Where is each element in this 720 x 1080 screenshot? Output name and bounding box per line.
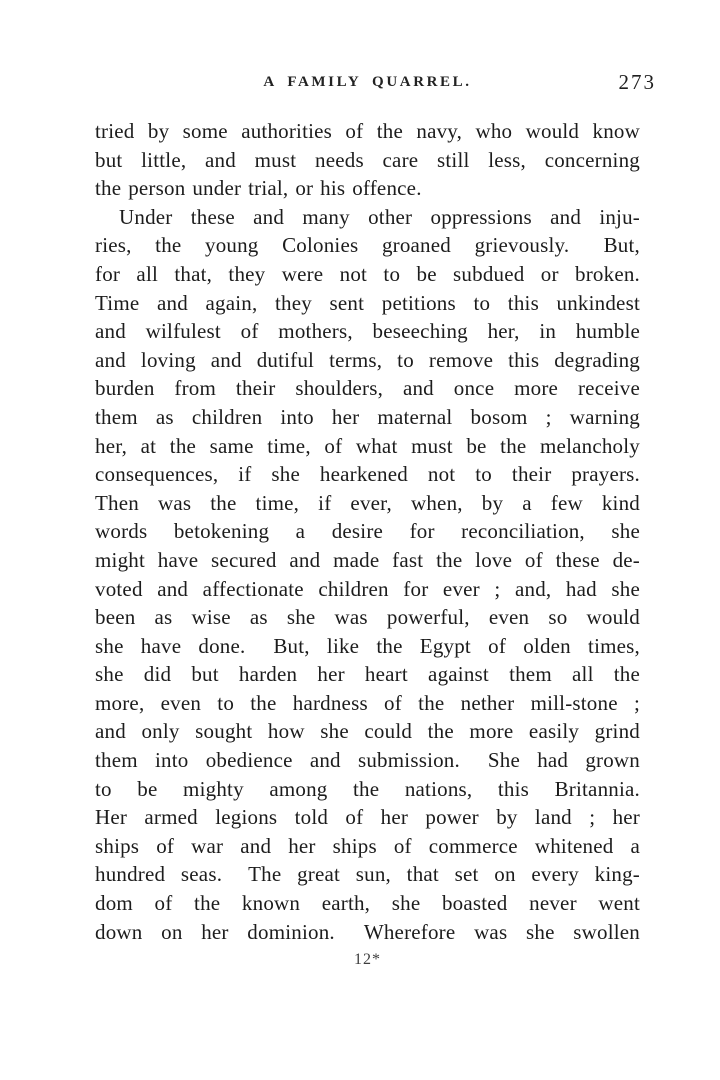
- text-line: dom of the known earth, she boasted never went: [95, 891, 640, 916]
- text-line: and wilfulest of mothers, beseeching her, in humble: [95, 319, 640, 344]
- text-line: Under these and many other oppressions and inju-: [119, 204, 640, 229]
- text-line: been as wise as she was powerful, even so would: [95, 605, 640, 630]
- text-line: the person under trial, or his offence.: [95, 176, 422, 201]
- page-body: [95, 117, 640, 946]
- text-line: more, even to the hardness of the nether mill-stone ;: [95, 690, 640, 715]
- text-line: Time and again, they sent petitions to this unkindest: [95, 290, 640, 315]
- page-number: 273: [618, 70, 656, 94]
- text-line: ries, the young Colonies groaned grievously. But,: [95, 233, 640, 258]
- text-line: tried by some authorities of the navy, who would know: [95, 119, 640, 143]
- page-footer: [95, 951, 640, 969]
- text-line: voted and affectionate children for ever ; and, had she: [95, 576, 640, 601]
- text-line: consequences, if she hearkened not to their prayers.: [95, 462, 640, 487]
- text-line: she did but harden her heart against them all the: [95, 662, 640, 687]
- signature-mark: 12*: [354, 951, 381, 968]
- text-line: ships of war and her ships of commerce whitened a: [95, 833, 640, 858]
- text-line: she have done. But, like the Egypt of olden times,: [95, 633, 640, 658]
- text-line: them as children into her maternal bosom ; warning: [95, 404, 640, 429]
- text-line: burden from their shoulders, and once more receive: [95, 376, 640, 401]
- text-line: words betokening a desire for reconciliation, she: [95, 519, 640, 544]
- text-line: and loving and dutiful terms, to remove this degrading: [95, 347, 640, 372]
- text-line: her, at the same time, of what must be the melancholy: [95, 433, 640, 458]
- text-line: them into obedience and submission. She had grown: [95, 748, 640, 773]
- text-line: hundred seas. The great sun, that set on every king-: [95, 862, 640, 887]
- text-line: and only sought how she could the more easily grind: [95, 719, 640, 744]
- text-line: but little, and must needs care still less, concerning: [95, 147, 640, 172]
- text-line: for all that, they were not to be subdued or broken.: [95, 261, 640, 286]
- text-line: Her armed legions told of her power by land ; her: [95, 805, 640, 830]
- text-line: to be mighty among the nations, this Britannia.: [95, 776, 640, 801]
- text-line: Then was the time, if ever, when, by a few kind: [95, 490, 640, 515]
- text-line: down on her dominion. Wherefore was she swollen: [95, 919, 640, 944]
- text-line: might have secured and made fast the love of these de-: [95, 547, 640, 572]
- running-title: A FAMILY QUARREL.: [263, 74, 472, 90]
- page-header: [95, 70, 656, 98]
